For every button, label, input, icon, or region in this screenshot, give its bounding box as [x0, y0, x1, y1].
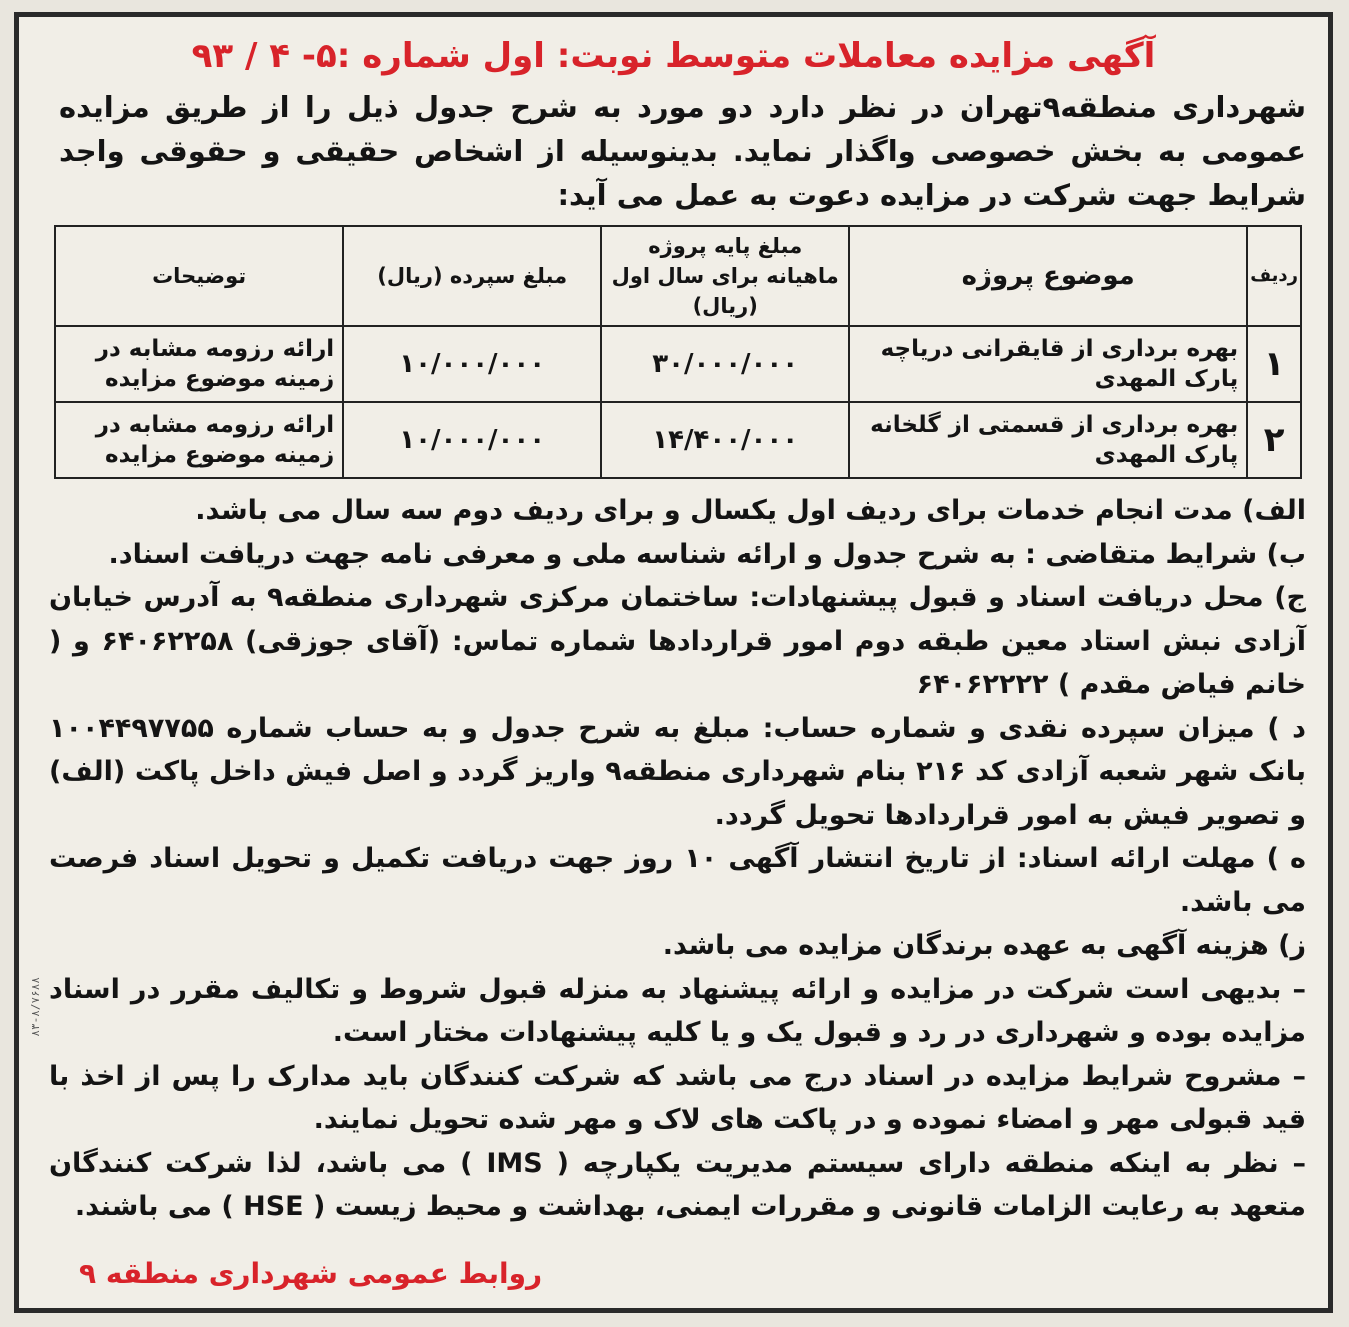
row-deposit: ۱۰/۰۰۰/۰۰۰ — [343, 326, 601, 402]
row-base-price: ۳۰/۰۰۰/۰۰۰ — [601, 326, 849, 402]
page-title: آگهی مزایده معاملات متوسط نوبت: اول شماره :۵- ۴ / ۹۳ — [191, 36, 1156, 76]
row-number: ۱ — [1247, 326, 1301, 402]
header-base-price: مبلغ پایه پروژه ماهیانه برای سال اول (ریال) — [601, 226, 849, 326]
clause-be: ب) شرایط متقاضی : به شرح جدول و ارائه شناسه ملی و معرفی نامه جهت دریافت اسناد. — [108, 538, 1306, 570]
clauses-list — [19, 489, 1328, 1229]
header-notes: توضیحات — [55, 226, 343, 326]
signature-public-relations: روابط عمومی شهرداری منطقه ۹ — [79, 1257, 543, 1290]
header-subject: موضوع پروژه — [849, 226, 1247, 326]
clause-ze: ز) هزینه آگهی به عهده برندگان مزایده می باشد. — [662, 930, 1306, 961]
clause-alef: الف) مدت انجام خدمات برای ردیف اول یکسال و برای ردیف دوم سه سال می باشد. — [195, 495, 1306, 526]
advertisement-page — [14, 12, 1333, 1313]
row-number: ۲ — [1247, 402, 1301, 478]
projects-table — [54, 225, 1302, 479]
clause-jim: ج) محل دریافت اسناد و قبول پیشنهادات: ساختمان مرکزی شهرداری منطقه۹ به آدرس خیابان آزادی نبش استاد معین طبقه دوم امور قراردادها شماره تماس: (آقای جوزقی) ۶۴۰۶۲۲۵۸ و ( خانم فیاض مقدم ) ۶۴۰۶۲۲۲۲ — [49, 582, 1306, 700]
row-deposit: ۱۰/۰۰۰/۰۰۰ — [343, 402, 601, 478]
header-deposit: مبلغ سپرده (ریال) — [343, 226, 601, 326]
table-row — [55, 326, 1301, 402]
table-row — [55, 402, 1301, 478]
row-subject: بهره برداری از قسمتی از گلخانه پارک المهدی — [849, 402, 1247, 478]
clause-dal: د ) میزان سپرده نقدی و شماره حساب: مبلغ به شرح جدول و به حساب شماره ۱۰۰۴۴۹۷۷۵۵ بانک شهر شعبه آزادی کد ۲۱۶ بنام شهرداری منطقه۹ واریز گردد و اصل فیش داخل پاکت (الف) و تصویر فیش به امور قراردادها تحویل گردد. — [49, 712, 1306, 831]
row-notes: ارائه رزومه مشابه در زمینه موضوع مزایده — [55, 402, 343, 478]
table-header-row — [55, 226, 1301, 326]
intro-paragraph: شهرداری منطقه۹تهران در نظر دارد دو مورد به شرح جدول ذیل را از طریق مزایده عمومی به بخش خصوصی واگذار نماید. بدینوسیله از اشخاص حقیقی و حقوقی واجد شرایط جهت شرکت در مزایده دعوت به عمل می آید: — [59, 90, 1307, 212]
clause-note-2: – مشروح شرایط مزایده در اسناد درج می باشد که شرکت کنندگان باید مدارک را پس از اخذ با قید قبولی مهر و امضاء نموده و در پاکت های لاک و مهر شده تحویل نمایند. — [49, 1060, 1306, 1135]
side-reference-code: ۸۳-۸/۷۶۸۸ — [29, 977, 42, 1037]
clause-he: ه ) مهلت ارائه اسناد: از تاریخ انتشار آگهی ۱۰ روز جهت دریافت تکمیل و تحویل اسناد فرصت می باشد. — [49, 843, 1306, 918]
header-row-number: ردیف — [1247, 226, 1301, 326]
row-base-price: ۱۴/۴۰۰/۰۰۰ — [601, 402, 849, 478]
clause-note-3: – نظر به اینکه منطقه دارای سیستم مدیریت یکپارچه ( IMS ) می باشد، لذا شرکت کنندگان متعهد به رعایت الزامات قانونی و مقررات ایمنی، بهداشت و محیط زیست ( HSE ) می باشند. — [49, 1147, 1306, 1222]
clause-note-1: – بدیهی است شرکت در مزایده و ارائه پیشنهاد به منزله قبول شروط و تکالیف مقرر در اسناد مزایده بوده و شهرداری در رد و قبول یک و یا کلیه پیشنهادات مختار است. — [49, 973, 1306, 1048]
row-notes: ارائه رزومه مشابه در زمینه موضوع مزایده — [55, 326, 343, 402]
row-subject: بهره برداری از قایقرانی دریاچه پارک المهدی — [849, 326, 1247, 402]
